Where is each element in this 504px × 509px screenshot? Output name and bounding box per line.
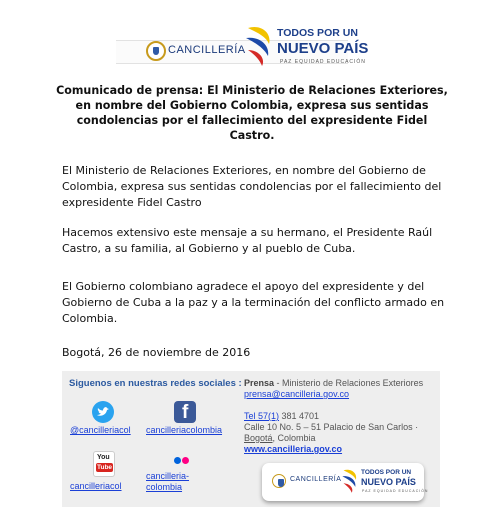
address-line: Calle 10 No. 5 – 51 Palacio de San Carlos · [244,422,419,432]
facebook-link[interactable]: cancilleriacolombia [146,425,223,435]
press-contact-line [244,378,423,389]
flickr-link-line-1[interactable]: cancilleria- [146,471,190,481]
twitter-link[interactable]: @cancilleriacol [70,425,131,435]
phone-link[interactable]: Tel 57(1) [244,411,280,421]
website-link[interactable]: www.cancilleria.gov.co [244,444,343,454]
title-line-3: condolencias por el fallecimiento del expresidente Fidel Castro. [76,114,428,142]
youtube-icon[interactable] [93,451,115,477]
city-name: Bogotá [244,433,273,443]
slogan-main: NUEVO PAÍS [277,40,369,57]
badge-slogan-main: NUEVO PAÍS [361,477,416,487]
paragraph-1: El Ministerio de Relaciones Exteriores, en nombre del Gobierno de Colombia, expresa sus sentidas condolencias por el fallecimiento del expresidente Fidel Castro [62,164,442,209]
title-line-1: Comunicado de prensa: El Ministerio de Relaciones Exteriores, [56,84,448,97]
press-org: - Ministerio de Relaciones Exteriores [274,378,424,388]
badge-brush-logo-icon [340,467,360,495]
youtube-icon-text-tube: Tube [97,464,113,471]
contact-footer [62,371,440,507]
slogan-top: TODOS POR UN [277,27,358,39]
slogan-tagline: PAZ EQUIDAD EDUCACIÓN [280,59,366,65]
badge-slogan-tag: PAZ EQUIDAD EDUCACIÓN [362,489,429,493]
social-heading: Siguenos en nuestras redes sociales : [69,378,242,389]
country-name: , Colombia [272,433,316,443]
twitter-icon[interactable] [92,401,114,423]
badge-cancilleria-text: CANCILLERÍA [290,476,342,483]
badge-slogan-top: TODOS POR UN [361,469,412,476]
phone-number: 381 4701 [279,411,320,421]
footer-logo-badge [262,463,429,501]
title-line-2: en nombre del Gobierno Colombia, expresa sus sentidas [75,99,429,112]
press-release-title [56,83,448,143]
cancilleria-logo-text: CANCILLERÍA [168,44,246,56]
flickr-icon[interactable] [174,457,192,465]
youtube-link[interactable]: cancilleriacol [70,481,122,491]
date-line: Bogotá, 26 de noviembre de 2016 [62,346,251,359]
phone-line [244,411,319,422]
city-line [244,433,316,444]
colombia-seal-icon [146,41,166,61]
paragraph-3: El Gobierno colombiano agradece el apoyo del expresidente y del Gobierno de Cuba a la paz y a la terminación del conflicto armado en Colombia. [62,280,445,325]
press-email-link[interactable]: prensa@cancilleria.gov.co [244,389,350,399]
nuevo-pais-brush-logo-icon [242,24,276,68]
youtube-icon-text-you: You [97,454,110,461]
facebook-icon[interactable]: f [174,401,196,423]
flickr-link-line-2[interactable]: colombia [146,482,183,492]
badge-seal-icon [272,474,286,488]
paragraph-2: Hacemos extensivo este mensaje a su hermano, el Presidente Raúl Castro, a su familia, al Gobierno y al pueblo de Cuba. [62,226,433,255]
press-label: Prensa [244,378,275,388]
